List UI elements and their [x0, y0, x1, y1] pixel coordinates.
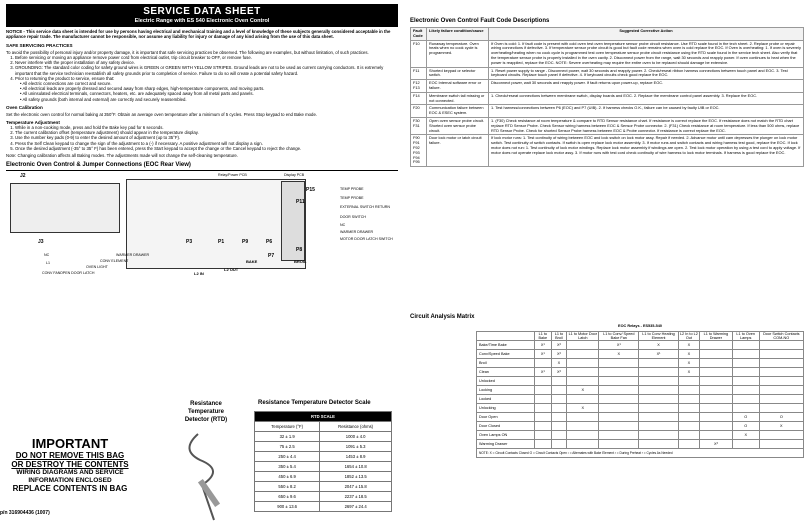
- cell: 1. Test harness/connections between P6 (EOC) and P7 (UIB). 2. If harness checks O.K., failure can be caused by faulty UIB or EOC.: [489, 105, 804, 118]
- cell: 1654 ± 10.8: [320, 462, 392, 472]
- list-item: 2. The current calibration offset (temperature adjustment) should appear in the temperature display.: [15, 130, 398, 135]
- fault-header-action: Suggested Corrective Action: [489, 28, 804, 41]
- diagram-label: J3: [38, 239, 44, 246]
- diagram-label: L1: [46, 261, 50, 266]
- table-row: [477, 395, 804, 404]
- cell: [678, 440, 699, 449]
- cell: [567, 395, 599, 404]
- cell: F30 F31: [411, 117, 427, 134]
- cell: 550 ± 8.2: [255, 482, 320, 492]
- cell: [599, 386, 639, 395]
- list-item: 3. GROUNDING: The standard color coding for safety ground wires is GREEN or GREEN WITH YELLOW STRIPES. Ground leads are not to be used as current carrying conductors. It is extremely important that the service technician reestablish all safety grounds prior to completion of service. Failure to do so will create a potential safety hazard.: [15, 65, 398, 75]
- cell: F10: [411, 40, 427, 67]
- cell: [639, 404, 679, 413]
- cell: [759, 386, 803, 395]
- cell: [535, 377, 552, 386]
- cell: [732, 395, 759, 404]
- diagram-label: MOTOR DOOR LATCH SWITCH: [340, 237, 393, 242]
- table-row: [477, 413, 804, 422]
- fault-table: [410, 27, 804, 167]
- left-column: [6, 4, 398, 288]
- diagram-label: P6: [266, 239, 273, 246]
- cell: X¹: [535, 368, 552, 377]
- table-row: [477, 350, 804, 359]
- table-row: [477, 440, 804, 449]
- rtd-table-title: Resistance Temperature Detector Scale: [258, 400, 371, 406]
- diagram-label: NC: [44, 253, 50, 258]
- cell: X: [678, 359, 699, 368]
- cell: [759, 350, 803, 359]
- list-item: 4. Prior to returning the product to service, ensure that:: [15, 76, 398, 81]
- cell: [639, 395, 679, 404]
- important-line: DO NOT REMOVE THIS BAG: [15, 451, 125, 460]
- cell: [535, 422, 552, 431]
- important-line: INFORMATION ENCLOSED: [28, 476, 112, 484]
- relay-board: [10, 183, 120, 233]
- cell: [599, 431, 639, 440]
- cell: If Oven is cold: 1. If fault code is present with cold oven test oven temperature sensor probe circuit resistance. Use RTD scale found in the tech sheet. 2. Replace probe or repair wiring connections if defective. 3. If temperature sensor probe circuit is good but fault code remains when oven is cold replace the EOC. If Oven is overheating: 1. If oven is severely overheating/heating when no cook cycle is programmed test oven temperature sensor probe circuit resistance using the RTD scale found in the service tech sheet. Also verify that the temperature sensor probe is properly installed in the oven cavity. 2. Disconnect power from the range, wait 30 seconds and reapply power. If oven continues to heat when the power is reapplied, replace the EOC. NOTE: Severe overheating may require the entire oven to be replaced should damage be extensive.: [489, 40, 804, 67]
- safe-sublist: [20, 81, 398, 102]
- col-header: Door Switch Contacts COM-NO: [759, 331, 803, 341]
- diagram-label: L2 IN: [194, 271, 204, 277]
- cell: [678, 422, 699, 431]
- list-item: 2. Never interfere with the proper installation of any safety device.: [15, 60, 398, 65]
- cell: F20: [411, 105, 427, 118]
- table-row: [255, 452, 392, 462]
- cell: [699, 341, 732, 350]
- table-row: [255, 442, 392, 452]
- diagram-label: Relay/Power PCB: [218, 173, 247, 178]
- header-banner: [6, 4, 398, 27]
- cell: Clean: [477, 368, 535, 377]
- col-header: L1 to Bake: [535, 331, 552, 341]
- cell: [567, 413, 599, 422]
- cell: Door Closed: [477, 422, 535, 431]
- table-row: [411, 105, 804, 118]
- cell: [551, 377, 567, 386]
- important-line: WIRING DIAGRAMS AND SERVICE: [16, 469, 124, 476]
- diagram-label: WARMER DRAWER: [340, 230, 374, 235]
- cell: X¹: [535, 341, 552, 350]
- cell: Door lock motor or latch circuit failure.: [427, 135, 489, 167]
- cell: 2697 ± 24.4: [320, 502, 392, 512]
- table-row: [411, 67, 804, 80]
- cell: O: [759, 413, 803, 422]
- important-box: [0, 436, 140, 493]
- col-header: L1 to Conv/ Speed Bake Fan: [599, 331, 639, 341]
- cell: 32 ± 1.9: [255, 432, 320, 442]
- cell: [639, 440, 679, 449]
- eoc-diagram: [6, 170, 398, 288]
- cell: O: [732, 422, 759, 431]
- cell: [639, 422, 679, 431]
- cell: O: [732, 413, 759, 422]
- table-row: [477, 386, 804, 395]
- temp-adj-list: [15, 125, 398, 151]
- list-item: • All uninsulated electrical terminals, connectors, heaters, etc. are adequately spaced away from all metal parts and panels.: [20, 91, 254, 97]
- table-row: [255, 462, 392, 472]
- cell: [639, 386, 679, 395]
- diagram-label: P15: [306, 187, 315, 194]
- cell: Locked: [477, 395, 535, 404]
- cam-notes: NOTE: X = Circuit Contacts Closed O = Circuit Contacts Open ¹ = Alternates with Bake Element ² = During Preheat ³ = Cycles As Needed: [477, 449, 804, 458]
- cell: [567, 341, 599, 350]
- table-row: [255, 492, 392, 502]
- cell: [678, 395, 699, 404]
- cell: [759, 359, 803, 368]
- cell: X: [639, 341, 679, 350]
- table-row: [411, 80, 804, 93]
- cell: [567, 377, 599, 386]
- col-header: L1 to Motor Door Latch: [568, 331, 598, 340]
- diagram-label: P3: [186, 239, 193, 246]
- rtd-label: Resistance: [190, 401, 222, 407]
- circuit-matrix: [476, 322, 804, 458]
- list-item: 4. Press the Self Clean keypad to change the sign of the adjustment to a (-) if necessary. A positive adjustment will not display a sign.: [15, 141, 398, 146]
- cell: X: [678, 341, 699, 350]
- cell: Shorted keypad or selector switch.: [427, 67, 489, 80]
- cell: [732, 350, 759, 359]
- cell: [567, 431, 599, 440]
- cell: [678, 404, 699, 413]
- col-header: L1 to Warming Drawer: [699, 331, 732, 341]
- cell: X: [567, 386, 599, 395]
- cell: If lock motor runs: 1. Test continuity of wiring between EOC and lock switch on lock motor assy. Repair if needed. 2. Advance motor until cam depresses the plunger on lock motor switch. Test continuity of switch contacts. If switch is open replace lock motor assembly. 3. If motor runs and switch contacts and wiring harness test good, replace the EOC. If lock motor does not run: 1. Test continuity of lock motor windings. Replace lock motor assembly if windings are open. 2. Test lock motor operation by using a test cord to apply voltage. If motor does not operate replace lock motor assy. 3. If motor runs with test cord check continuity of wire harness to lock motor terminals. If harness is good replace the EOC.: [489, 135, 804, 167]
- cell: 1. Reset power supply to range - Disconnect power, wait 30 seconds and reapply power. 2. Check/reseat ribbon harness connections between touch panel and EOC. 3. Test keyboard circuits. Replace touch panel if defective. 4. If keyboard circuits check good replace the EOC.: [489, 67, 804, 80]
- cell: 250 ± 4.4: [255, 452, 320, 462]
- cell: [678, 431, 699, 440]
- cell: Runaway temperature. Oven heats when no cook cycle is programmed.: [427, 40, 489, 67]
- table-row: [411, 135, 804, 167]
- cell: [535, 431, 552, 440]
- cell: [699, 431, 732, 440]
- diagram-label: CONV ELEMENT: [100, 259, 129, 264]
- right-column: [410, 4, 804, 320]
- rtd-caption: [176, 400, 236, 424]
- cell: 900 ± 13.6: [255, 502, 320, 512]
- cam-title: Circuit Analysis Matrix: [410, 314, 475, 320]
- diagram-label: P8: [296, 247, 303, 254]
- cell: F14: [411, 92, 427, 105]
- rtd-col-temp: Temperature (°F): [255, 422, 320, 432]
- fault-table-title: Electronic Oven Control Fault Code Descriptions: [410, 18, 550, 24]
- cell: X¹: [639, 350, 679, 359]
- list-item: • All electric connections are correct and secure.: [20, 80, 112, 86]
- cell: [535, 359, 552, 368]
- cell: [567, 422, 599, 431]
- table-row: [255, 502, 392, 512]
- col-header: L1 to Oven Lamps: [732, 331, 759, 341]
- cell: 450 ± 6.9: [255, 472, 320, 482]
- cell: [567, 440, 599, 449]
- cell: [599, 422, 639, 431]
- cell: F12 F13: [411, 80, 427, 93]
- table-row: [477, 341, 804, 350]
- cell: 75 ± 2.5: [255, 442, 320, 452]
- cell: [551, 386, 567, 395]
- temp-adj-title: Temperature Adjustment: [6, 120, 60, 126]
- cell: Open oven sensor probe circuit. Shorted oven sensor probe circuit.: [427, 117, 489, 134]
- rtd-scale-header: RTD SCALE: [255, 412, 392, 422]
- cell: X: [551, 359, 567, 368]
- cell: X³: [699, 440, 732, 449]
- diagram-label: CONV FAN: [42, 271, 61, 276]
- cam-relays: EOC Relays - ES535-540: [618, 324, 662, 329]
- col-header: L1 to Broil: [551, 331, 567, 341]
- list-item: • All safety grounds (both internal and external) are correctly and securely reassembled.: [20, 96, 187, 102]
- cell: [732, 341, 759, 350]
- cell: [551, 422, 567, 431]
- cell: 1091 ± 5.3: [320, 442, 392, 452]
- corner-cell: [477, 331, 535, 341]
- cell: [567, 350, 599, 359]
- cell: [699, 368, 732, 377]
- table-row: [477, 431, 804, 440]
- control-board: [126, 179, 306, 269]
- table-row: [411, 117, 804, 134]
- cell: 2047 ± 15.8: [320, 482, 392, 492]
- cell: [535, 440, 552, 449]
- cell: [759, 431, 803, 440]
- table-row: [411, 92, 804, 105]
- cell: Warming Drawer: [477, 440, 535, 449]
- safe-intro: To avoid the possibility of personal injury and/or property damage, it is important that safe servicing practices be observed. The following are examples, but without limitation, of such practices.: [6, 49, 369, 55]
- cell: [699, 422, 732, 431]
- cell: [567, 368, 599, 377]
- note-text: Note: Changing calibration affects all Baking modes. The adjustments made will not change the self-cleaning temperature.: [6, 153, 239, 159]
- cell: Locking: [477, 386, 535, 395]
- cell: X²: [551, 350, 567, 359]
- important-title: IMPORTANT: [31, 436, 109, 451]
- rtd-probe-illustration: [170, 430, 250, 525]
- diagram-label: P1: [218, 239, 225, 246]
- cell: [732, 404, 759, 413]
- cell: Disconnect power, wait 30 seconds and reapply power. If fault returns upon power-up, replace EOC.: [489, 80, 804, 93]
- list-item: • All electrical leads are properly dressed and secured away from sharp edges, high-temperature components, and moving parts.: [20, 86, 265, 92]
- diagram-label: L2 OUT: [224, 267, 239, 273]
- page-subtitle: Electric Range with ES 540 Electronic Oven Control: [134, 18, 270, 24]
- cell: [599, 359, 639, 368]
- table-row: [411, 40, 804, 67]
- cell: [759, 368, 803, 377]
- cell: [551, 395, 567, 404]
- cell: [699, 395, 732, 404]
- diagram-label: OVEN LIGHT: [86, 265, 108, 270]
- diagram-label: P11: [296, 199, 305, 206]
- diagram-label: NC: [340, 223, 346, 228]
- cell: X: [599, 350, 639, 359]
- cell: [699, 404, 732, 413]
- cell: Oven Lamps ON: [477, 431, 535, 440]
- cell: [535, 395, 552, 404]
- diagram-label: BROIL: [294, 259, 307, 265]
- cell: 350 ± 5.4: [255, 462, 320, 472]
- cell: X²: [551, 341, 567, 350]
- diagram-label: DOOR SWITCH: [340, 215, 366, 220]
- safe-title: SAFE SERVICING PRACTICES: [6, 42, 73, 48]
- cell: 1. Check/reseat connections between membrane switch, display boards and EOC. 2. Replace the membrane control panel assembly. 3. Replace the EOC.: [489, 92, 804, 105]
- cell: [639, 413, 679, 422]
- cell: Broil: [477, 359, 535, 368]
- cell: X²: [551, 368, 567, 377]
- cell: X¹: [599, 341, 639, 350]
- important-line: OR DESTROY THE CONTENTS: [11, 460, 129, 469]
- diagram-label: TEMP PROBE: [340, 196, 364, 201]
- diagram-label: Display PCB: [284, 173, 305, 178]
- cell: Door Open: [477, 413, 535, 422]
- cell: 2237 ± 18.5: [320, 492, 392, 502]
- diagram-label: WARMER DRAWER: [116, 253, 150, 258]
- diagram-label: TEMP PROBE: [340, 187, 364, 192]
- cell: [759, 341, 803, 350]
- cell: [678, 377, 699, 386]
- col-header: L1 to Conv Heating Element: [639, 331, 679, 341]
- table-row: [477, 422, 804, 431]
- cell: [599, 404, 639, 413]
- cell: [551, 413, 567, 422]
- cell: X: [759, 422, 803, 431]
- cell: [551, 440, 567, 449]
- fault-header-code: Fault Code: [411, 28, 427, 41]
- cell: [599, 368, 639, 377]
- cell: [599, 377, 639, 386]
- cam-body: [477, 341, 804, 449]
- cell: [699, 386, 732, 395]
- cell: [732, 386, 759, 395]
- col-header: L2 In to L2 Out: [679, 331, 698, 340]
- page-title: SERVICE DATA SHEET: [143, 6, 261, 17]
- cell: [759, 440, 803, 449]
- cell: 1453 ± 8.9: [320, 452, 392, 462]
- cell: [732, 440, 759, 449]
- cell: [535, 386, 552, 395]
- rtd-table: [254, 411, 392, 512]
- table-row: [255, 432, 392, 442]
- cell: [551, 431, 567, 440]
- cell: 1. (F30) Check resistance at room temperature & compare to RTD Sensor resistance chart. If resistance is correct replace the EOC. If resistance does not match the RTD chart replace RTD Sensor Probe. Check Sensor wiring harness between EOC & Sensor Probe connector. 2. (F31) Check resistance at room temperature. If less than 500 ohms, replace RTD Sensor Probe. Check for shorted Sensor Probe harness between EOC & Probe connector. If resistance is correct replace the EOC.: [489, 117, 804, 134]
- cell: [551, 404, 567, 413]
- cell: [639, 377, 679, 386]
- cell: [699, 350, 732, 359]
- cell: [678, 386, 699, 395]
- rtd-label: Detector (RTD): [184, 417, 228, 423]
- part-number: p/n 316904436 (1007): [0, 510, 50, 516]
- cell: EOC Internal software error or failure.: [427, 80, 489, 93]
- important-line: REPLACE CONTENTS IN BAG: [12, 484, 128, 493]
- cell: F11: [411, 67, 427, 80]
- cell: [699, 359, 732, 368]
- cell: Unlocking: [477, 404, 535, 413]
- notice-text: NOTICE - This service data sheet is intended for use by persons having electrical and mechanical training and a level of knowledge of these subjects generally considered acceptable in the appliance repair trade. The manufacturer cannot be responsible, nor assume any liability for injury or damage of any kind arising from the use of this data sheet.: [6, 29, 391, 40]
- cell: [732, 377, 759, 386]
- table-row: [477, 368, 804, 377]
- cell: [759, 377, 803, 386]
- safe-list: [15, 55, 398, 81]
- cell: X: [678, 350, 699, 359]
- table-row: [477, 404, 804, 413]
- rtd-label: Temperature: [188, 409, 224, 415]
- cell: Bake/Time Bake: [477, 341, 535, 350]
- list-item: 5. Once the desired adjustment (-35° to 35° F) has been entered, press the Start keypad to accept the change or the Cancel keypad to reject the change.: [15, 146, 398, 151]
- diagram-label: P7: [268, 253, 275, 260]
- diagram-label: BAKE: [246, 259, 258, 265]
- diagram-label: P9: [242, 239, 249, 246]
- diagram-label: OPEN DOOR LATCH: [60, 271, 95, 276]
- cell: 1852 ± 13.5: [320, 472, 392, 482]
- cell: [639, 431, 679, 440]
- oven-cal-text: Set the electronic oven control for normal baking at 350°F. Obtain an average oven temperature after a minimum of 5 cycles. Press Stop keypad to end Bake mode.: [6, 111, 318, 117]
- cell: [759, 404, 803, 413]
- diagram-label: EXTERNAL SWITCH RETURN: [340, 205, 390, 210]
- list-item: 1. While in a non-cooking mode, press and hold the Bake key pad for 6 seconds.: [15, 125, 398, 130]
- diagram-label: J2: [20, 173, 26, 180]
- cell: [678, 413, 699, 422]
- cell: Membrane switch tail missing or not connected.: [427, 92, 489, 105]
- cell: X: [678, 368, 699, 377]
- cell: [759, 395, 803, 404]
- cell: [732, 359, 759, 368]
- table-row: [477, 359, 804, 368]
- oven-cal-title: Oven Calibration: [6, 104, 43, 110]
- table-row: [255, 482, 392, 492]
- cell: [567, 359, 599, 368]
- diagram-title: Electronic Oven Control & Jumper Connections (EOC Rear View): [6, 162, 191, 169]
- cell: X: [567, 404, 599, 413]
- list-item: 3. Use the number key pads (0-9) to enter the desired amount of adjustment (up to 35°F).: [15, 135, 398, 140]
- cell: [599, 395, 639, 404]
- cell: Communication failure between EOC & ESEC system.: [427, 105, 489, 118]
- cell: [599, 440, 639, 449]
- cell: Conv/Speed Bake: [477, 350, 535, 359]
- cell: [535, 413, 552, 422]
- cell: 1000 ± 4.0: [320, 432, 392, 442]
- cell: 650 ± 9.6: [255, 492, 320, 502]
- list-item: 1. Before servicing or moving an appliance remove power cord from electrical outlet, trip circuit breaker to OFF, or remove fuse.: [15, 55, 398, 60]
- table-row: [477, 377, 804, 386]
- cell: [639, 368, 679, 377]
- cell: X¹: [535, 350, 552, 359]
- cell: Unlocked: [477, 377, 535, 386]
- cell: [699, 377, 732, 386]
- table-row: [255, 472, 392, 482]
- cell: [699, 413, 732, 422]
- cell: [639, 359, 679, 368]
- cell: F90 F91 F92 F93 F94 F95: [411, 135, 427, 167]
- rtd-col-res: Resistance (ohms): [320, 422, 392, 432]
- fault-header-cause: Likely failure condition/cause: [427, 28, 489, 41]
- cell: [535, 404, 552, 413]
- cell: [732, 368, 759, 377]
- cell: [599, 413, 639, 422]
- cell: X: [732, 431, 759, 440]
